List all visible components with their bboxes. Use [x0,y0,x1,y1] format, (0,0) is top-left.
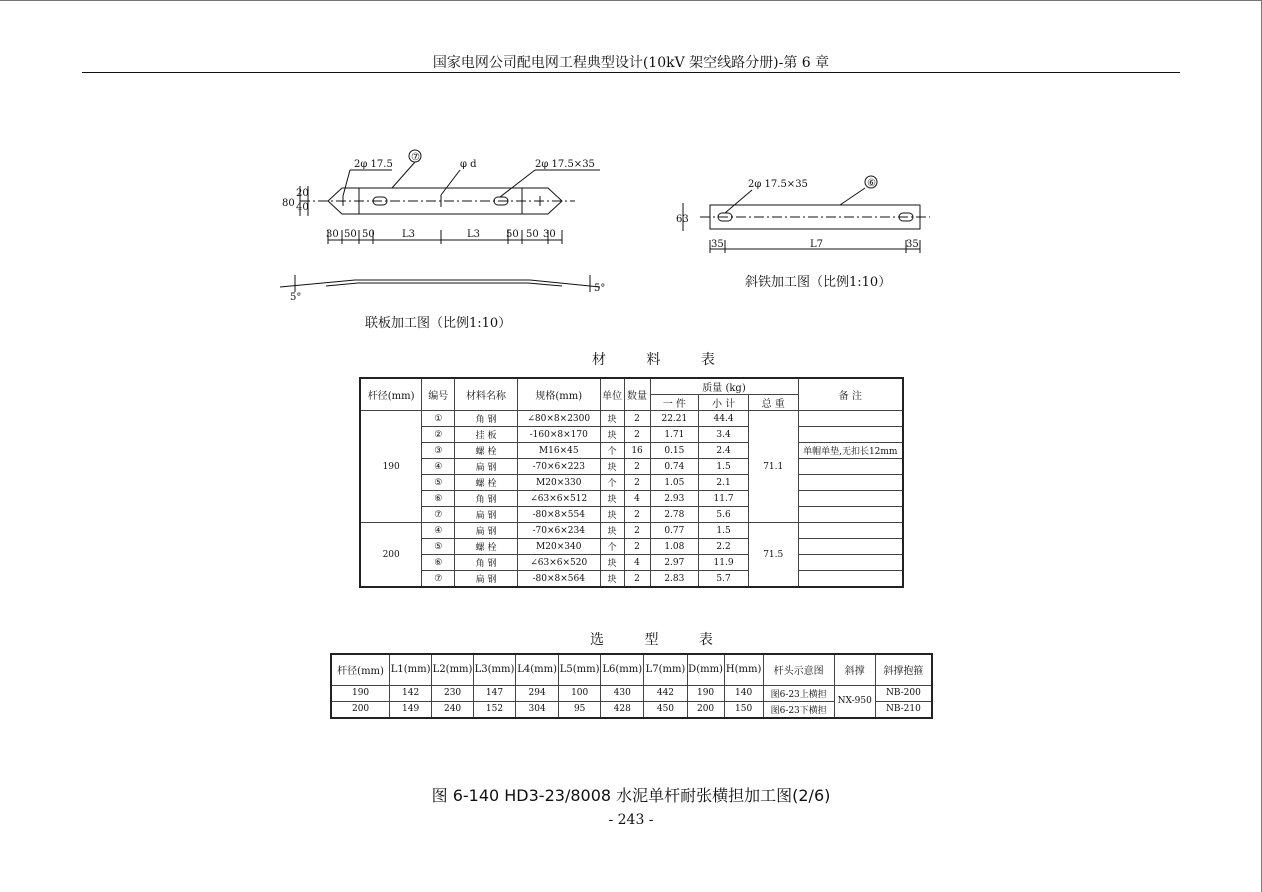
cell-unit: 个 [600,443,624,459]
label-angle-left: 5° [290,292,302,303]
dim-3: 50 [362,229,375,240]
sel-cell: 200 [687,701,724,718]
hdr-each: 一 件 [650,395,699,411]
cell-spec: -70×6×223 [517,459,600,475]
cell-qty: 2 [624,507,650,523]
dim-1: 30 [326,229,339,240]
label-part-6: ⑥ [867,178,876,189]
sel-hdr: L2(mm) [432,654,474,685]
cell-sub: 1.5 [699,523,749,539]
cell-spec: -80×8×554 [517,507,600,523]
cell-qty: 4 [624,491,650,507]
hdr-mass: 质量 (kg) [650,378,798,395]
cell-qty: 2 [624,523,650,539]
cell-sub: 11.7 [699,491,749,507]
sel-cell: 428 [601,701,644,718]
cell-spec: ∠80×8×2300 [517,411,600,427]
label-angle-right: 5° [594,283,606,294]
sel-hdr: 杆头示意图 [763,654,834,685]
cell-unit: 块 [600,491,624,507]
cell-qty: 2 [624,459,650,475]
selection-table [330,653,933,719]
hdr-unit: 单位 [600,378,624,411]
page-header: 国家电网公司配电网工程典型设计(10kV 架空线路分册)-第 6 章 [432,55,830,71]
sel-cell: 240 [432,701,474,718]
label-h40: 40 [296,202,309,213]
sel-hdr: L1(mm) [390,654,432,685]
sel-hdr: 杆径(mm) [331,654,390,685]
sel-hdr: H(mm) [724,654,763,685]
hdr-total: 总 重 [748,395,798,411]
cell-sub: 11.9 [699,555,749,571]
cell-unit: 个 [600,539,624,555]
cell-sub: 5.6 [699,507,749,523]
cell-no: ④ [422,459,455,475]
dim-7: 50 [526,229,539,240]
cell-no: ③ [422,443,455,459]
cell-spec: M16×45 [517,443,600,459]
cell-each: 2.83 [650,571,699,588]
cell-no: ⑤ [422,539,455,555]
cell-no: ⑦ [422,507,455,523]
sel-cell: 140 [724,685,763,701]
cell-no: ⑥ [422,555,455,571]
cell-sub: 5.7 [699,571,749,588]
cell-qty: 4 [624,555,650,571]
sel-cell: 200 [331,701,390,718]
materials-title: 材 料 表 [592,352,733,368]
dim-oblique-2: L7 [810,239,824,250]
selection-title: 选 型 表 [590,632,731,648]
dim-6: 50 [506,229,519,240]
sel-hdr: L4(mm) [516,654,559,685]
cell-unit: 个 [600,475,624,491]
cell-total-190: 71.1 [748,411,798,523]
cell-sub: 3.4 [699,427,749,443]
cell-remark [798,571,903,588]
sel-cell: 304 [516,701,559,718]
sel-cell: 152 [474,701,516,718]
cell-name: 挂 板 [455,427,518,443]
cell-remark [798,555,903,571]
label-h20: 20 [296,188,309,199]
sel-cell: 图6-23下横担 [763,701,834,718]
label-hole-left: 2φ 17.5 [354,159,393,170]
cell-unit: 块 [600,507,624,523]
cell-qty: 2 [624,427,650,443]
table-row [360,507,903,523]
cell-name: 螺 栓 [455,475,518,491]
cell-spec: -70×6×234 [517,523,600,539]
hdr-qty: 数量 [624,378,650,411]
hdr-subtotal: 小 计 [699,395,749,411]
cell-no: ④ [422,523,455,539]
cell-no: ② [422,427,455,443]
cell-each: 1.05 [650,475,699,491]
cell-each: 22.21 [650,411,699,427]
cell-name: 扁 钢 [455,523,518,539]
sel-cell: 150 [724,701,763,718]
label-h80: 80 [282,198,295,209]
table-row [331,685,932,701]
sel-cell: 142 [390,685,432,701]
hdr-spec: 规格(mm) [517,378,600,411]
technical-drawings [0,0,1262,340]
sel-cell: 100 [559,685,601,701]
cell-no: ⑦ [422,571,455,588]
sel-hdr: 斜撑 [834,654,875,685]
cell-unit: 块 [600,411,624,427]
label-part-7: ⑦ [411,152,420,163]
sel-hdr: D(mm) [687,654,724,685]
hdr-no: 编号 [422,378,455,411]
cell-sub: 2.4 [699,443,749,459]
cell-name: 角 钢 [455,411,518,427]
figure-title: 图 6-140 HD3-23/8008 水泥单杆耐张横担加工图(2/6) [431,786,831,805]
cell-qty: 2 [624,475,650,491]
sel-cell: 190 [687,685,724,701]
cell-unit: 块 [600,555,624,571]
label-hole-mid: φ d [460,159,477,170]
sel-cell: NB-200 [875,685,932,701]
sel-hdr: 斜撑抱箍 [875,654,932,685]
cell-name: 螺 栓 [455,539,518,555]
sel-hdr: L6(mm) [601,654,644,685]
cell-remark [798,427,903,443]
sel-cell: 149 [390,701,432,718]
table-row [360,539,903,555]
page-number: - 243 - [608,812,654,828]
label-oblique-hole: 2φ 17.5×35 [748,179,808,190]
cell-qty: 2 [624,411,650,427]
dim-2: 50 [344,229,357,240]
cell-total-200: 71.5 [748,523,798,588]
cell-sub: 44.4 [699,411,749,427]
sel-hdr: L5(mm) [559,654,601,685]
label-hole-right: 2φ 17.5×35 [535,159,595,170]
cell-sub: 2.1 [699,475,749,491]
cell-unit: 块 [600,523,624,539]
dim-5: L3 [467,229,481,240]
sel-cell: 图6-23上横担 [763,685,834,701]
cell-spec: -80×8×564 [517,571,600,588]
table-row [360,523,903,539]
cell-each: 2.97 [650,555,699,571]
dim-4: L3 [402,229,416,240]
cell-spec: M20×340 [517,539,600,555]
cell-name: 扁 钢 [455,571,518,588]
cell-no: ⑤ [422,475,455,491]
cell-unit: 块 [600,459,624,475]
sel-cell: 294 [516,685,559,701]
table-row [360,491,903,507]
plate-caption: 联板加工图（比例1:10） [365,316,512,331]
hdr-name: 材料名称 [455,378,518,411]
cell-no: ⑥ [422,491,455,507]
materials-table [359,377,904,588]
cell-remark [798,459,903,475]
cell-remark [798,491,903,507]
hdr-diameter: 杆径(mm) [360,378,422,411]
sel-hdr: L7(mm) [644,654,687,685]
sel-cell: 147 [474,685,516,701]
cell-remark [798,523,903,539]
cell-each: 0.15 [650,443,699,459]
table-row [360,411,903,427]
sel-cell-brace: NX-950 [834,685,875,718]
cell-each: 2.78 [650,507,699,523]
hdr-remark: 备 注 [798,378,903,411]
cell-each: 2.93 [650,491,699,507]
cell-each: 0.77 [650,523,699,539]
dim-oblique-1: 35 [711,239,724,250]
cell-each: 0.74 [650,459,699,475]
dim-8: 30 [543,229,556,240]
cell-sub: 2.2 [699,539,749,555]
dim-oblique-3: 35 [906,239,919,250]
cell-spec: -160×8×170 [517,427,600,443]
cell-no: ① [422,411,455,427]
table-row [360,555,903,571]
cell-each: 1.71 [650,427,699,443]
sel-hdr: L3(mm) [474,654,516,685]
cell-name: 角 钢 [455,555,518,571]
cell-remark [798,475,903,491]
cell-spec: ∠63×6×512 [517,491,600,507]
cell-qty: 2 [624,571,650,588]
sel-cell: 442 [644,685,687,701]
cell-diameter-200: 200 [360,523,422,588]
cell-remark [798,411,903,427]
table-row [360,459,903,475]
cell-unit: 块 [600,571,624,588]
table-row [360,475,903,491]
sel-cell: 430 [601,685,644,701]
cell-spec: M20×330 [517,475,600,491]
cell-name: 螺 栓 [455,443,518,459]
cell-remark [798,507,903,523]
cell-remark: 单帽单垫,无扣长12mm [798,443,903,459]
cell-name: 扁 钢 [455,459,518,475]
sel-cell: NB-210 [875,701,932,718]
cell-remark [798,539,903,555]
cell-name: 扁 钢 [455,507,518,523]
cell-qty: 16 [624,443,650,459]
sel-cell: 450 [644,701,687,718]
cell-name: 角 钢 [455,491,518,507]
table-row [360,571,903,588]
cell-qty: 2 [624,539,650,555]
cell-diameter-190: 190 [360,411,422,523]
oblique-caption: 斜铁加工图（比例1:10） [745,275,892,290]
label-h63: 63 [676,214,689,225]
cell-each: 1.08 [650,539,699,555]
cell-sub: 1.5 [699,459,749,475]
sel-cell: 190 [331,685,390,701]
cell-unit: 块 [600,427,624,443]
sel-cell: 230 [432,685,474,701]
table-row [360,427,903,443]
table-row [360,443,903,459]
sel-cell: 95 [559,701,601,718]
cell-spec: ∠63×6×520 [517,555,600,571]
